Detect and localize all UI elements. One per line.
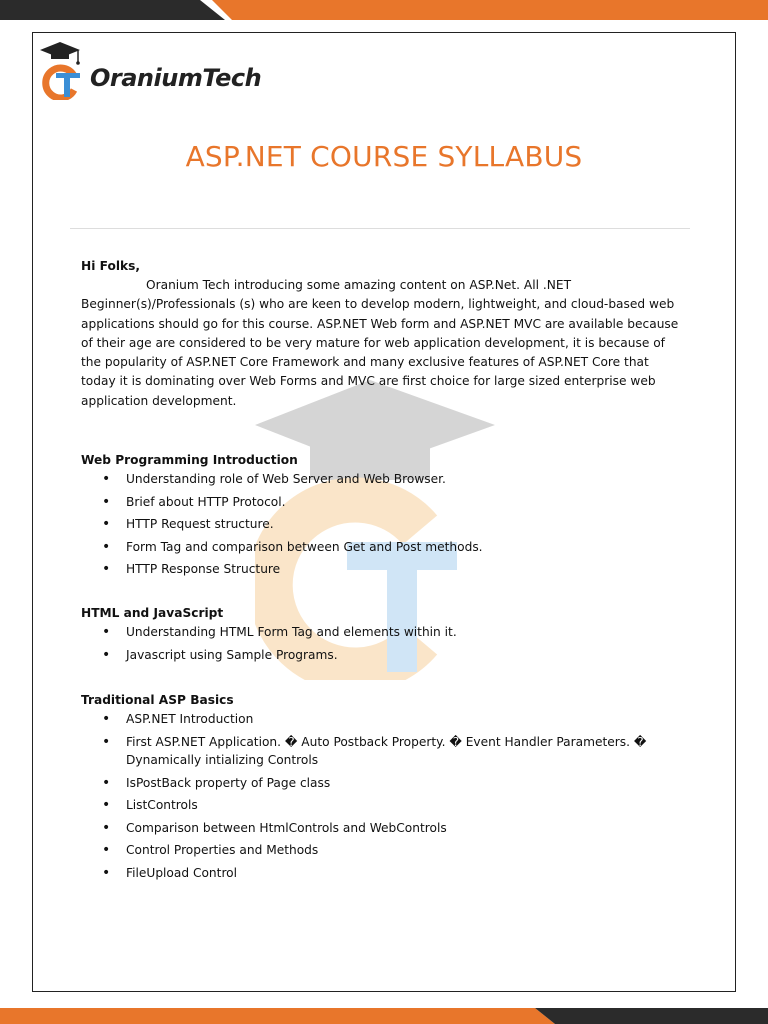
section-traditional-asp (81, 691, 681, 882)
list-item: • FileUpload Control (81, 864, 681, 883)
bottom-decorative-bar (0, 1004, 768, 1024)
top-decorative-bar (0, 0, 768, 20)
list-item: • IsPostBack property of Page class (81, 774, 681, 793)
page-title: ASP.NET COURSE SYLLABUS (185, 140, 583, 173)
section-heading: Traditional ASP Basics (81, 693, 234, 708)
list-item: • HTTP Response Structure (81, 560, 681, 579)
list-item: • Understanding HTML Form Tag and elements within it. (81, 623, 681, 642)
list-item: • First ASP.NET Application. � Auto Postback Property. � Event Handler Parameters. � Dynamically intializing Controls (81, 733, 681, 770)
section-web-programming (81, 451, 681, 579)
list-item: • Form Tag and comparison between Get and Post methods. (81, 538, 681, 557)
greeting: Hi Folks, (81, 259, 140, 273)
intro-paragraph: Oranium Tech introducing some amazing content on ASP.Net. All .NET Beginner(s)/Professionals (s) who are keen to develop modern, lightweight, and cloud-based web applications should go for this course. ASP.NET Web form and ASP.NET MVC are available because of their age are considered to be very mature for web application development, it is because of the popularity of ASP.NET Core Framework and many exclusive features of ASP.NET Core that today it is dominating over Web Forms and MVC are first choice for large sized enterprise web application development. (81, 278, 679, 408)
topic-list (81, 470, 681, 579)
list-item: • ListControls (81, 796, 681, 815)
section-heading: HTML and JavaScript (81, 605, 224, 620)
title-divider (70, 228, 690, 229)
topic-list (81, 710, 681, 882)
brand-name: OraniumTech (90, 64, 262, 92)
list-item: • Comparison between HtmlControls and WebControls (81, 819, 681, 838)
graduation-cap-logo-icon (38, 40, 86, 100)
list-item: • Brief about HTTP Protocol. (81, 493, 681, 512)
brand-logo (38, 40, 261, 100)
section-heading: Web Programming Introduction (81, 453, 298, 468)
list-item: • Control Properties and Methods (81, 841, 681, 860)
list-item: • ASP.NET Introduction (81, 710, 681, 729)
topic-list (81, 623, 681, 664)
section-html-javascript (81, 604, 681, 664)
list-item: • Javascript using Sample Programs. (81, 646, 681, 665)
list-item: • Understanding role of Web Server and Web Browser. (81, 470, 681, 489)
document-body (81, 256, 681, 886)
list-item: • HTTP Request structure. (81, 515, 681, 534)
